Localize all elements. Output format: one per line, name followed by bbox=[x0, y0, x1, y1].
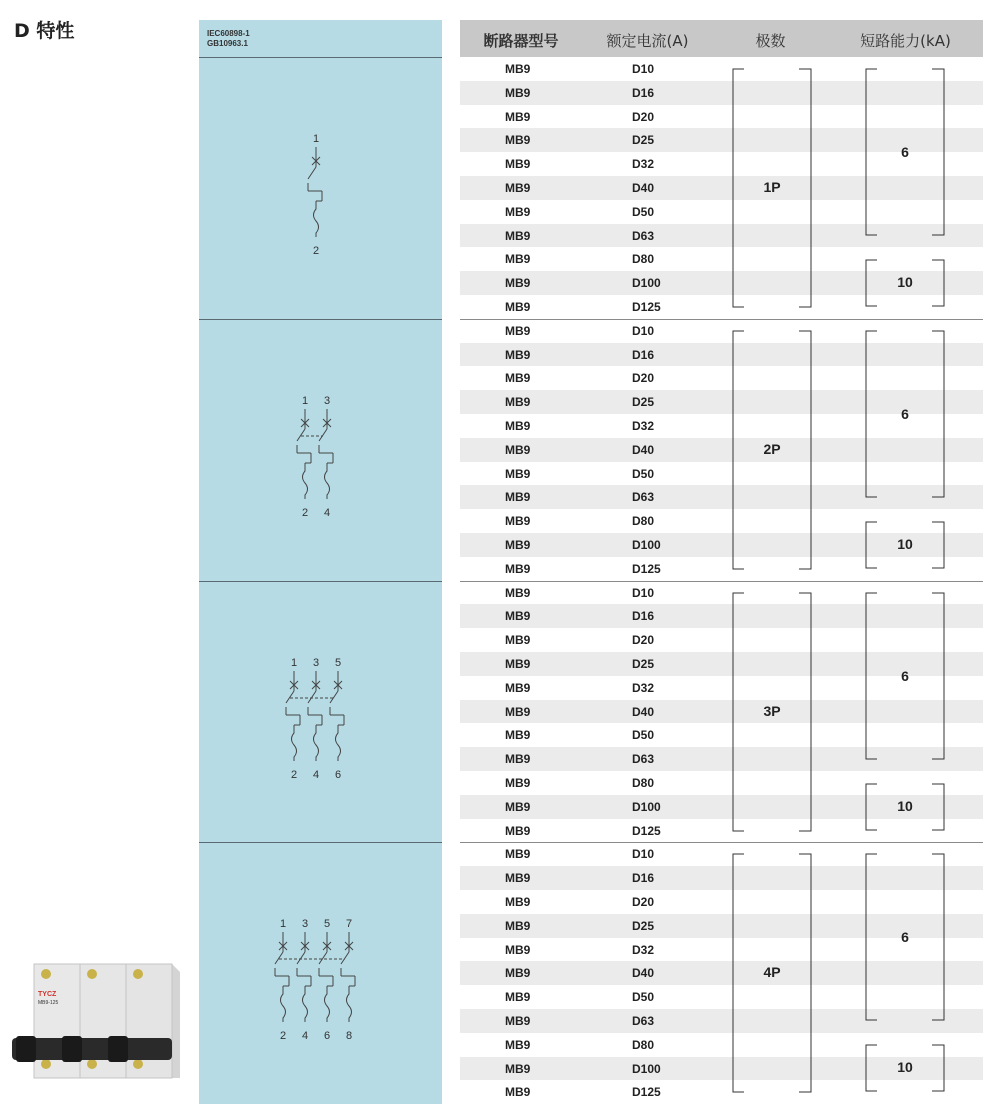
cell-current: D100 bbox=[632, 276, 661, 291]
cell-current: D40 bbox=[632, 704, 655, 719]
cell-model: MB9 bbox=[505, 514, 531, 529]
cell-current: D16 bbox=[632, 85, 655, 100]
capacity-low: 6 bbox=[901, 929, 909, 946]
header-model: 断路器型号 bbox=[483, 32, 559, 50]
cell-model: MB9 bbox=[505, 347, 531, 362]
cell-model: MB9 bbox=[505, 181, 531, 195]
terminal-bottom-label: 6 bbox=[323, 1030, 331, 1043]
capacity-low: 6 bbox=[901, 144, 909, 160]
terminal-top-label: 3 bbox=[323, 394, 331, 407]
cell-current: D16 bbox=[632, 609, 655, 624]
cell-current: D40 bbox=[632, 181, 655, 195]
cell-model: MB9 bbox=[505, 609, 531, 624]
table-header bbox=[460, 20, 983, 57]
cell-model: MB9 bbox=[505, 442, 531, 457]
cell-current: D125 bbox=[632, 300, 661, 314]
cell-current: D80 bbox=[632, 252, 655, 267]
cell-current: D125 bbox=[632, 561, 661, 576]
terminal-top-label: 1 bbox=[301, 394, 309, 407]
product-photo bbox=[12, 960, 180, 1092]
spec-table bbox=[460, 20, 983, 1104]
wiring-diagram-panel bbox=[199, 20, 442, 1104]
cell-model: MB9 bbox=[505, 300, 531, 314]
cell-model: MB9 bbox=[505, 252, 531, 267]
cell-model: MB9 bbox=[505, 490, 531, 505]
cell-model: MB9 bbox=[505, 776, 531, 790]
header-poles: 极数 bbox=[755, 32, 786, 50]
cell-current: D80 bbox=[632, 514, 655, 529]
cell-current: D25 bbox=[632, 133, 655, 148]
group-separator bbox=[460, 319, 983, 320]
cell-current: D20 bbox=[632, 633, 655, 648]
cell-current: D16 bbox=[632, 347, 655, 362]
cell-current: D10 bbox=[632, 62, 655, 76]
cell-model: MB9 bbox=[505, 871, 531, 886]
terminal-top-label: 3 bbox=[301, 918, 309, 931]
group-separator bbox=[460, 581, 983, 582]
cell-model: MB9 bbox=[505, 157, 531, 172]
terminal-top-label: 1 bbox=[312, 133, 320, 145]
capacity-high: 10 bbox=[897, 1059, 913, 1076]
cell-model: MB9 bbox=[505, 966, 531, 981]
cell-model: MB9 bbox=[505, 990, 531, 1005]
cell-current: D63 bbox=[632, 1014, 655, 1028]
terminal-top-label: 3 bbox=[312, 656, 320, 669]
cell-model: MB9 bbox=[505, 633, 531, 648]
group-separator bbox=[460, 842, 983, 843]
header-current: 额定电流(A) bbox=[606, 32, 689, 50]
cell-current: D20 bbox=[632, 371, 655, 386]
terminal-bottom-label: 6 bbox=[334, 768, 342, 781]
capacity-high: 10 bbox=[897, 274, 913, 290]
cell-current: D63 bbox=[632, 228, 655, 243]
cell-current: D25 bbox=[632, 657, 655, 671]
cell-current: D10 bbox=[632, 847, 655, 862]
cell-current: D125 bbox=[632, 1085, 661, 1100]
terminal-bottom-label: 2 bbox=[279, 1030, 287, 1043]
cell-model: MB9 bbox=[505, 680, 531, 695]
cell-current: D100 bbox=[632, 1061, 661, 1076]
cell-current: D80 bbox=[632, 1037, 655, 1052]
wiring-diagram bbox=[199, 319, 442, 581]
cell-model: MB9 bbox=[505, 109, 531, 124]
cell-current: D100 bbox=[632, 799, 661, 814]
cell-model: MB9 bbox=[505, 323, 531, 338]
cell-current: D40 bbox=[632, 966, 655, 981]
cell-model: MB9 bbox=[505, 799, 531, 814]
terminal-bottom-label: 2 bbox=[290, 768, 298, 781]
cell-current: D16 bbox=[632, 871, 655, 886]
standard-gb: GB10963.1 bbox=[207, 39, 248, 48]
cell-model: MB9 bbox=[505, 823, 531, 838]
cell-model: MB9 bbox=[505, 538, 531, 552]
cell-model: MB9 bbox=[505, 395, 531, 410]
terminal-top-label: 1 bbox=[290, 656, 298, 669]
terminal-bottom-label: 4 bbox=[323, 506, 331, 519]
capacity-high: 10 bbox=[897, 797, 913, 814]
cell-current: D50 bbox=[632, 466, 655, 481]
cell-model: MB9 bbox=[505, 895, 531, 909]
cell-model: MB9 bbox=[505, 1037, 531, 1052]
capacity-low: 6 bbox=[901, 667, 909, 684]
cell-current: D32 bbox=[632, 419, 655, 433]
capacity-high: 10 bbox=[897, 535, 913, 552]
terminal-top-label: 5 bbox=[334, 656, 342, 669]
cell-model: MB9 bbox=[505, 371, 531, 386]
cell-current: D10 bbox=[632, 323, 655, 338]
cell-model: MB9 bbox=[505, 1085, 531, 1100]
standards-label bbox=[207, 29, 250, 49]
cell-current: D40 bbox=[632, 442, 655, 457]
wiring-diagram bbox=[199, 581, 442, 843]
cell-model: MB9 bbox=[505, 561, 531, 576]
terminal-bottom-label: 4 bbox=[301, 1030, 309, 1043]
cell-model: MB9 bbox=[505, 419, 531, 433]
terminal-top-label: 1 bbox=[279, 918, 287, 931]
cell-current: D32 bbox=[632, 680, 655, 695]
cell-current: D63 bbox=[632, 752, 655, 767]
product-brand: TYCZ bbox=[38, 991, 57, 998]
wiring-diagram bbox=[199, 842, 442, 1104]
terminal-top-label: 7 bbox=[345, 918, 353, 931]
cell-model: MB9 bbox=[505, 228, 531, 243]
cell-model: MB9 bbox=[505, 942, 531, 957]
cell-current: D50 bbox=[632, 204, 655, 219]
section-title: D 特性 bbox=[14, 20, 75, 42]
cell-model: MB9 bbox=[505, 85, 531, 100]
cell-current: D25 bbox=[632, 395, 655, 410]
cell-model: MB9 bbox=[505, 657, 531, 671]
cell-model: MB9 bbox=[505, 1014, 531, 1028]
cell-current: D80 bbox=[632, 776, 655, 790]
cell-model: MB9 bbox=[505, 847, 531, 862]
cell-model: MB9 bbox=[505, 752, 531, 767]
terminal-bottom-label: 2 bbox=[312, 245, 320, 257]
cell-current: D100 bbox=[632, 538, 661, 552]
capacity-low: 6 bbox=[901, 405, 909, 422]
cell-model: MB9 bbox=[505, 276, 531, 291]
cell-current: D20 bbox=[632, 895, 655, 909]
cell-model: MB9 bbox=[505, 918, 531, 933]
cell-model: MB9 bbox=[505, 1061, 531, 1076]
standard-iec: IEC60898-1 bbox=[207, 29, 250, 38]
terminal-bottom-label: 4 bbox=[312, 768, 320, 781]
cell-current: D125 bbox=[632, 823, 661, 838]
cell-model: MB9 bbox=[505, 62, 531, 76]
cell-current: D10 bbox=[632, 585, 655, 600]
pole-count: 2P bbox=[763, 440, 781, 457]
terminal-bottom-label: 2 bbox=[301, 506, 309, 519]
cell-current: D25 bbox=[632, 918, 655, 933]
cell-current: D63 bbox=[632, 490, 655, 505]
cell-model: MB9 bbox=[505, 466, 531, 481]
cell-model: MB9 bbox=[505, 585, 531, 600]
cell-current: D50 bbox=[632, 728, 655, 743]
pole-count: 1P bbox=[763, 179, 781, 195]
pole-count: 4P bbox=[763, 964, 781, 981]
terminal-bottom-label: 8 bbox=[345, 1030, 353, 1043]
cell-current: D32 bbox=[632, 157, 655, 172]
cell-model: MB9 bbox=[505, 728, 531, 743]
wiring-diagram bbox=[199, 57, 442, 319]
cell-model: MB9 bbox=[505, 133, 531, 148]
cell-model: MB9 bbox=[505, 204, 531, 219]
cell-current: D32 bbox=[632, 942, 655, 957]
pole-count: 3P bbox=[763, 702, 781, 719]
terminal-top-label: 5 bbox=[323, 918, 331, 931]
product-model: MB9-125 bbox=[38, 1000, 59, 1006]
cell-current: D20 bbox=[632, 109, 655, 124]
cell-current: D50 bbox=[632, 990, 655, 1005]
header-capacity: 短路能力(kA) bbox=[860, 32, 951, 50]
cell-model: MB9 bbox=[505, 704, 531, 719]
